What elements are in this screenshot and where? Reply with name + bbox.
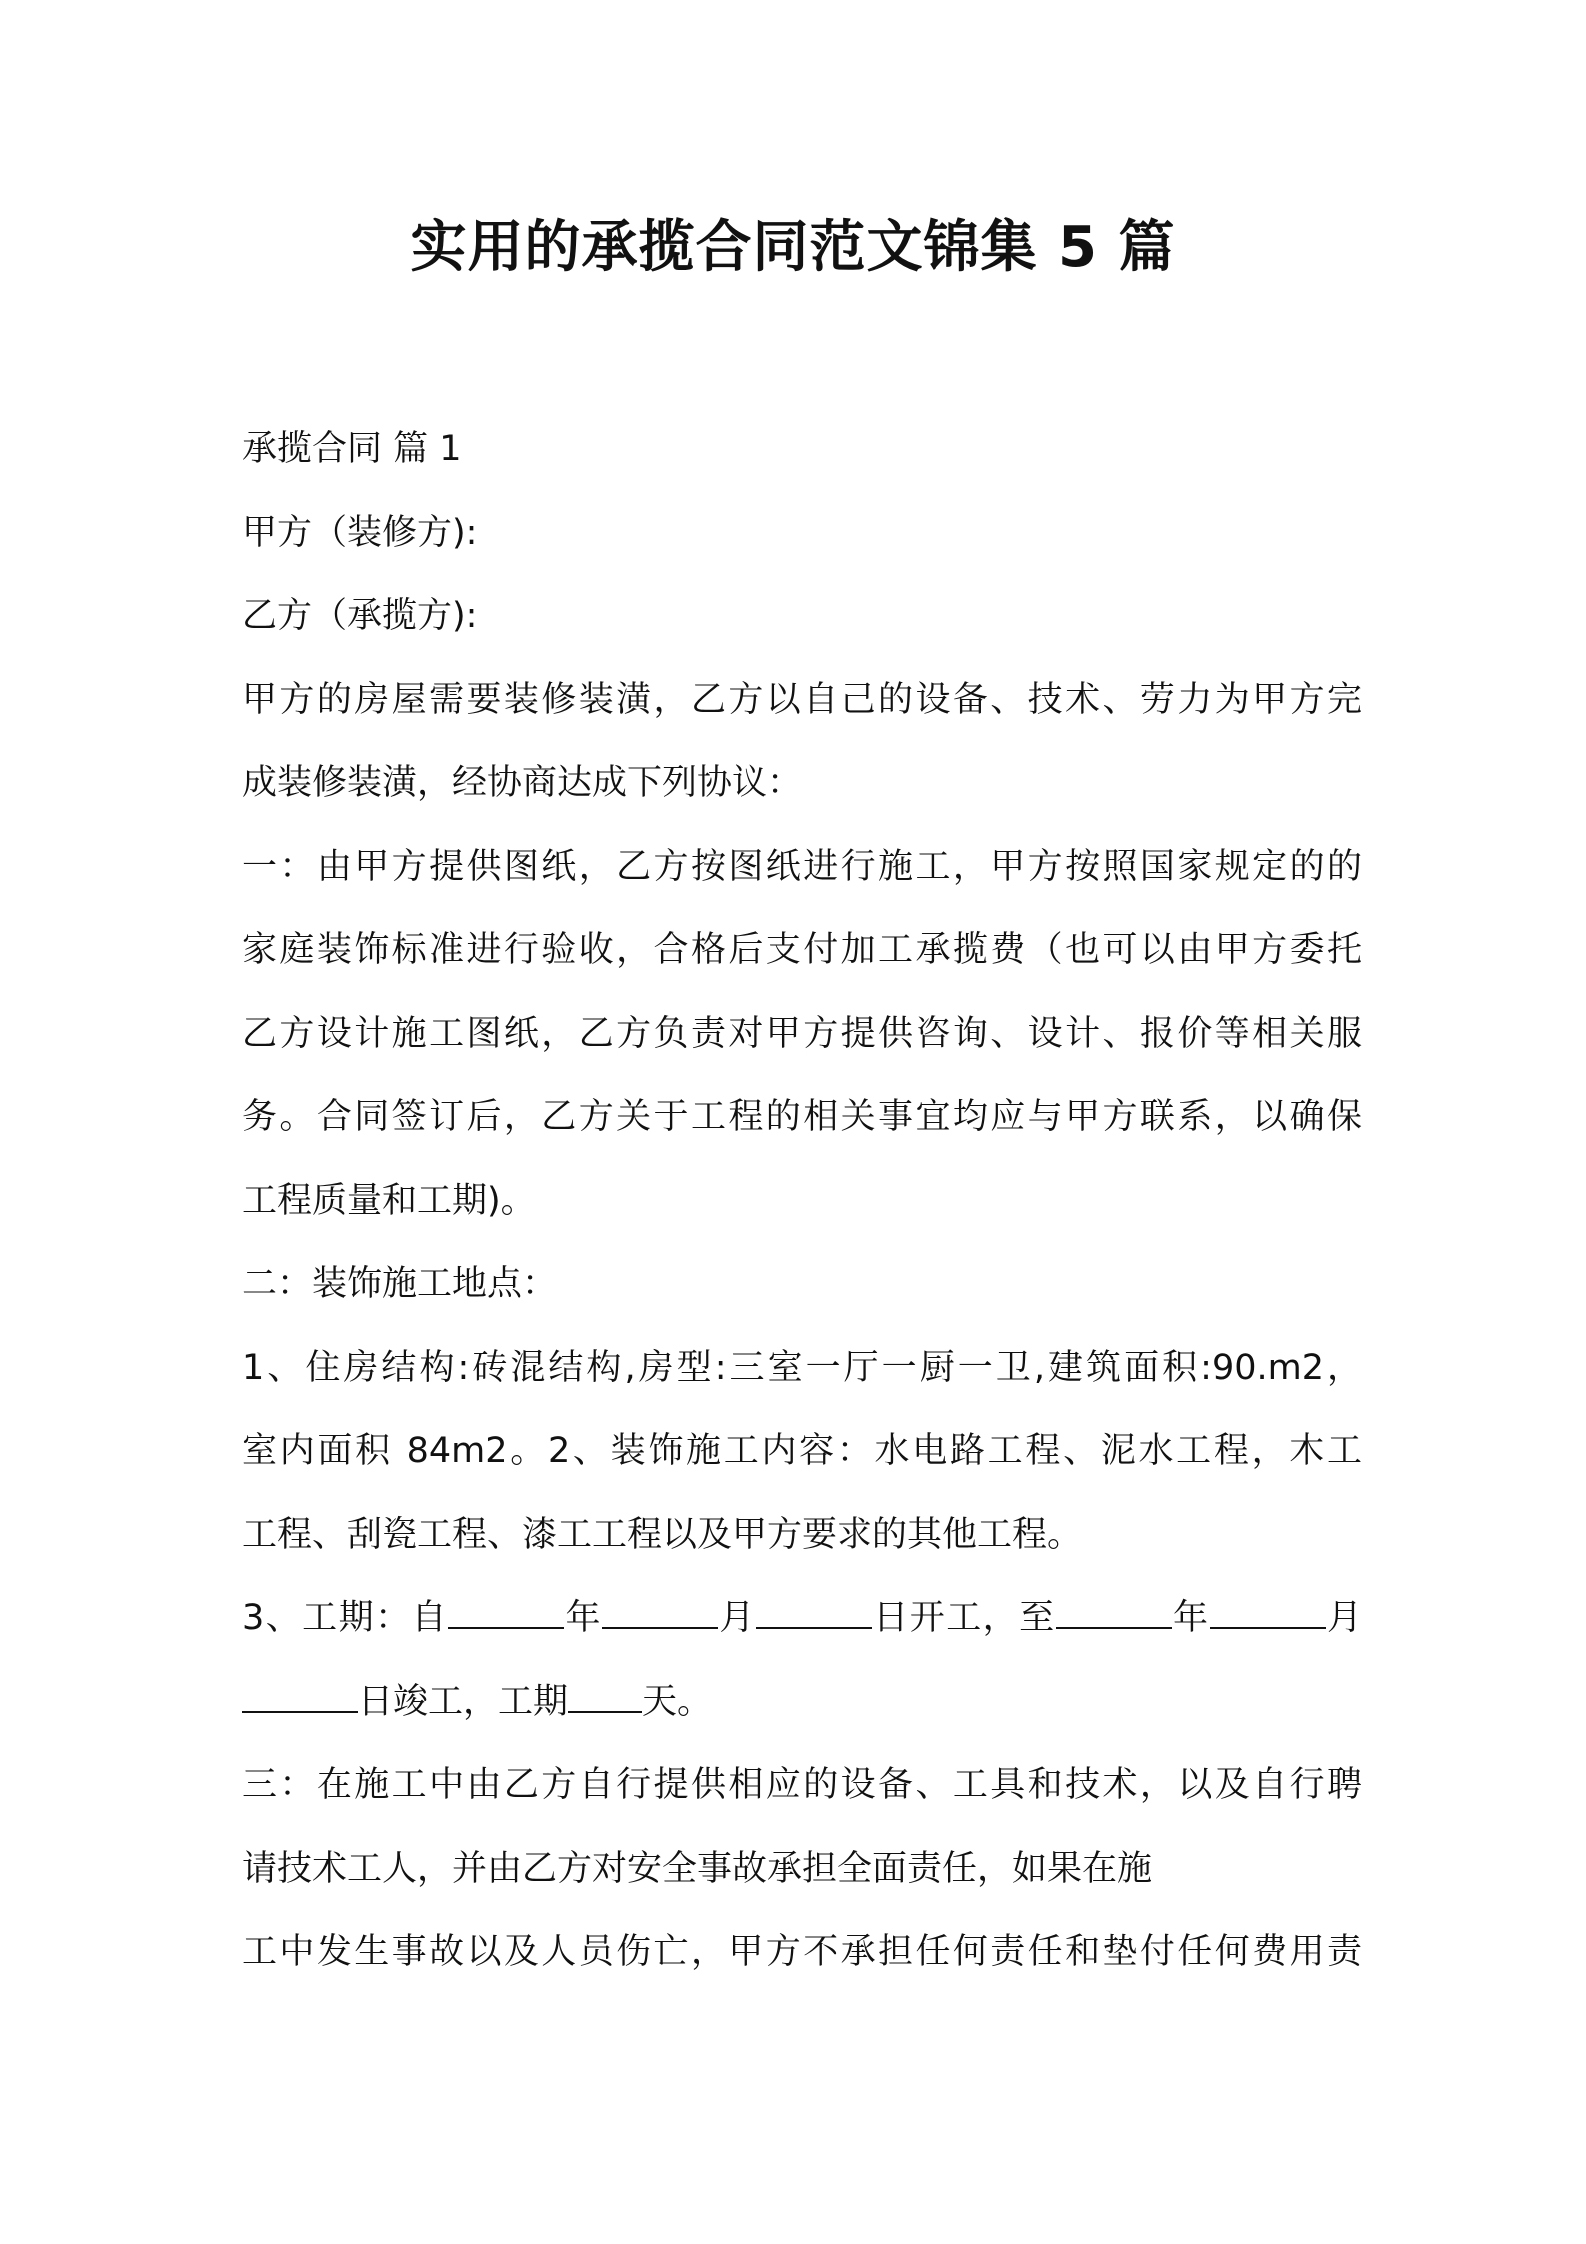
paragraph-line: 室内面积 84m2。2、装饰施工内容：水电路工程、泥水工程，木工 <box>242 1431 1362 1471</box>
schedule-line <box>242 1661 1362 1745</box>
paragraph-line: 工中发生事故以及人员伤亡，甲方不承担任何责任和垫付任何费用责 <box>242 1932 1362 1972</box>
paragraph-line: 务。合同签订后，乙方关于工程的相关事宜均应与甲方联系，以确保 <box>242 1097 1362 1137</box>
fill-blank <box>568 1683 642 1713</box>
paragraph-line: 二：装饰施工地点： <box>242 1264 558 1304</box>
paragraph-line: 成装修装潢，经协商达成下列协议： <box>242 763 803 803</box>
schedule-text: 日开工，至 <box>871 1598 1056 1638</box>
schedule-text: 月 <box>717 1598 756 1638</box>
document-body <box>242 408 1362 1995</box>
schedule-text: 3、工期：自 <box>242 1598 448 1638</box>
fill-blank <box>448 1599 564 1629</box>
paragraph-line: 工程、刮瓷工程、漆工工程以及甲方要求的其他工程。 <box>242 1514 1083 1555</box>
paragraph-line: 一：由甲方提供图纸，乙方按图纸进行施工，甲方按照国家规定的的 <box>242 846 1362 887</box>
party-a-line: 甲方（装修方): <box>242 512 478 553</box>
party-b-line: 乙方（承揽方): <box>242 596 478 636</box>
schedule-text: 月 <box>1325 1598 1362 1638</box>
paragraph-line: 家庭装饰标准进行验收，合格后支付加工承揽费（也可以由甲方委托 <box>242 930 1362 970</box>
document-title: 实用的承揽合同范文锦集 5 篇 <box>410 215 1176 280</box>
fill-blank <box>242 1683 358 1713</box>
fill-blank <box>1210 1599 1326 1629</box>
paragraph-line: 甲方的房屋需要装修装潢，乙方以自己的设备、技术、劳力为甲方完 <box>242 679 1362 720</box>
paragraph-line: 乙方设计施工图纸，乙方负责对甲方提供咨询、设计、报价等相关服 <box>242 1013 1362 1054</box>
schedule-text: 天。 <box>642 1681 713 1722</box>
fill-blank <box>756 1599 872 1629</box>
schedule-text: 年 <box>1171 1598 1210 1638</box>
schedule-line <box>242 1577 1362 1661</box>
paragraph-line: 1、住房结构:砖混结构,房型:三室一厅一厨一卫,建筑面积:90.m2， <box>242 1347 1362 1388</box>
section-heading: 承揽合同 篇 1 <box>242 429 462 469</box>
schedule-text: 日竣工，工期 <box>358 1681 569 1722</box>
fill-blank <box>602 1599 718 1629</box>
fill-blank <box>1056 1599 1172 1629</box>
paragraph-line: 三：在施工中由乙方自行提供相应的设备、工具和技术，以及自行聘 <box>242 1765 1362 1805</box>
paragraph-line: 请技术工人，并由乙方对安全事故承担全面责任，如果在施 <box>242 1848 1153 1889</box>
schedule-text: 年 <box>564 1598 602 1638</box>
paragraph-line: 工程质量和工期)。 <box>242 1180 536 1221</box>
